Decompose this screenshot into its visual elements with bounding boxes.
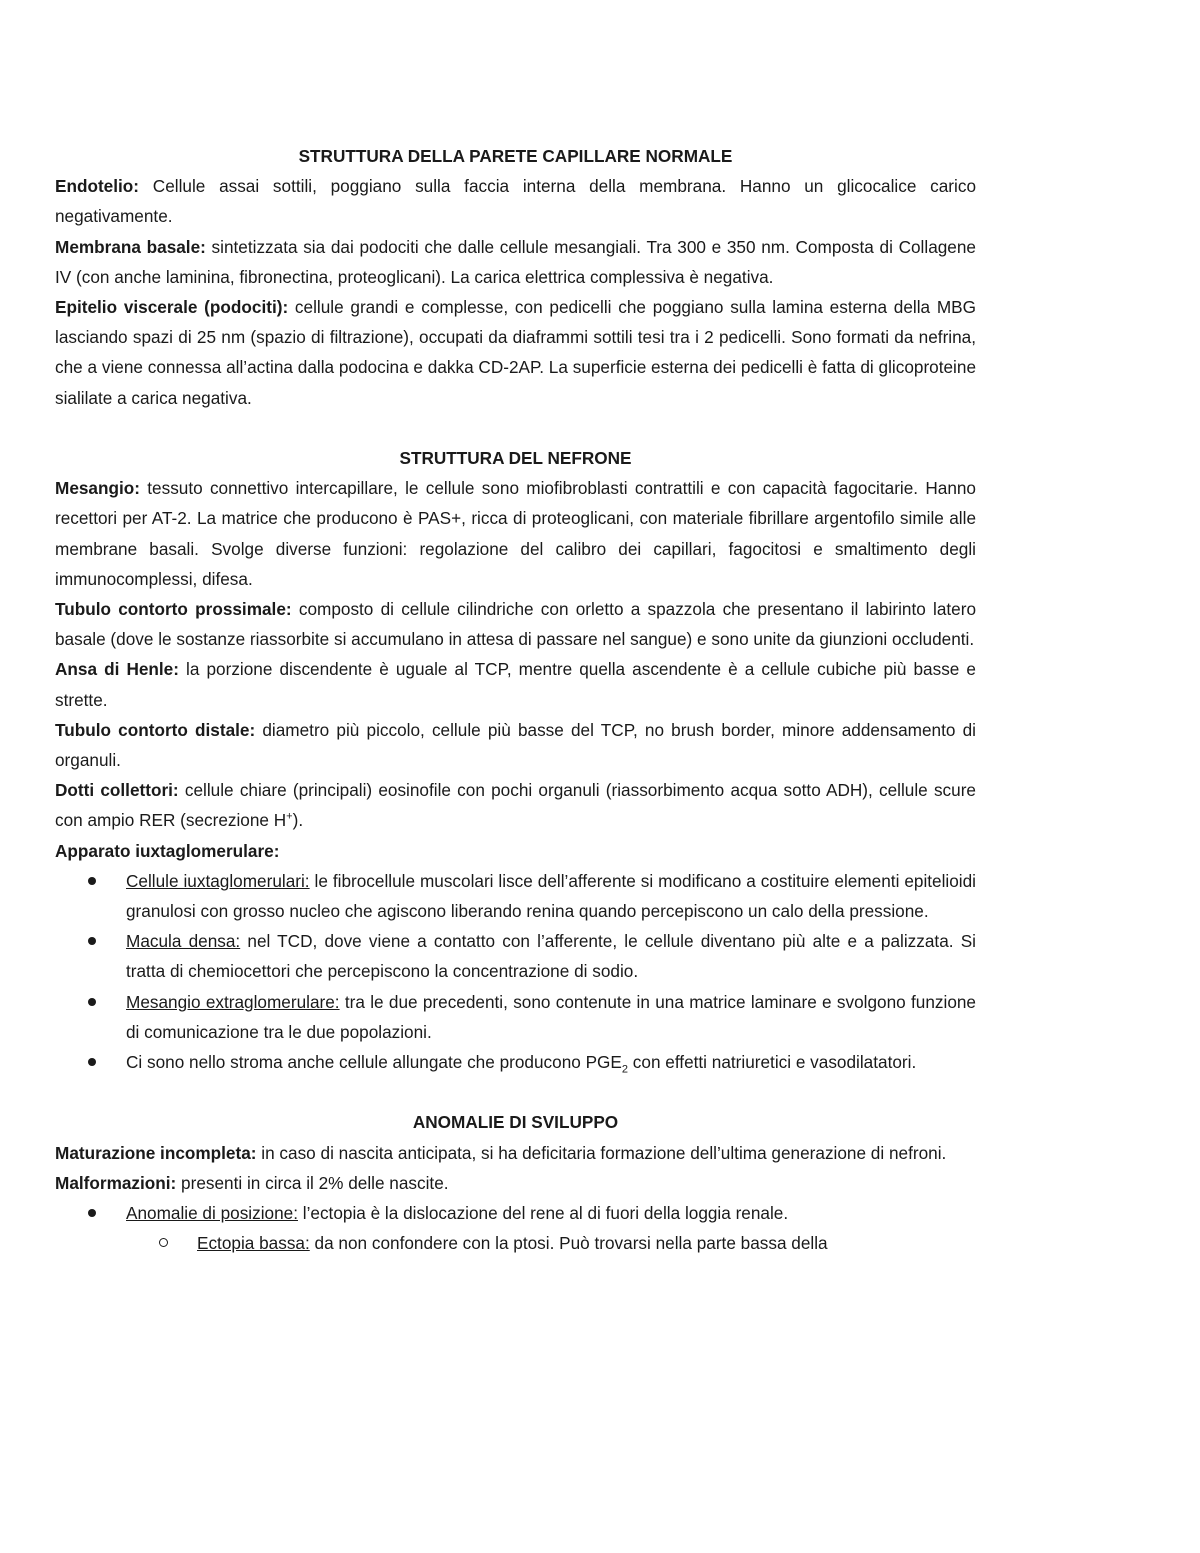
spacer xyxy=(55,413,976,443)
list-item-anomalie-posizione xyxy=(55,1198,976,1228)
paragraph-apparato-iuxtaglomerulare xyxy=(55,836,976,866)
text-dotti-collettori: cellule chiare (principali) eosinofile con pochi organuli (riassorbimento acqua sotto ADH), cellule scure con ampio RER (secrezione H xyxy=(55,780,976,831)
paragraph-maturazione xyxy=(55,1138,976,1168)
document-page xyxy=(55,141,976,1258)
spacer xyxy=(55,1077,976,1107)
text-stroma-end: con effetti natriuretici e vasodilatatori. xyxy=(628,1052,917,1073)
list-item-cellule-iuxtaglomerulari xyxy=(55,866,976,926)
text-mesangio-extraglomerulare: tra le due precedenti, sono contenute in una matrice laminare e svolgono funzione di comunicazione tra le due popolazioni. xyxy=(126,991,976,1042)
term-tubulo-prossimale: Tubulo contorto prossimale: xyxy=(55,599,292,620)
term-malformazioni: Malformazioni: xyxy=(55,1172,177,1193)
paragraph-tubulo-distale xyxy=(55,715,976,775)
term-cellule-iuxtaglomerulari: Cellule iuxtaglomerulari: xyxy=(126,870,310,891)
term-maturazione: Maturazione incompleta: xyxy=(55,1142,257,1163)
text-macula-densa: nel TCD, dove viene a contatto con l’afferente, le cellule diventano più alte e a palizzata. Si tratta di chemiocettori che percepiscono la concentrazione di sodio. xyxy=(126,931,977,982)
paragraph-malformazioni xyxy=(55,1168,976,1198)
paragraph-ansa-henle xyxy=(55,654,976,714)
section-title-nefrone: STRUTTURA DEL NEFRONE xyxy=(399,448,632,469)
term-ansa-henle: Ansa di Henle: xyxy=(55,659,179,680)
term-mesangio-extraglomerulare: Mesangio extraglomerulare: xyxy=(126,991,340,1012)
superscript-plus: + xyxy=(286,810,293,823)
paragraph-tubulo-prossimale xyxy=(55,594,976,654)
paragraph-dotti-collettori xyxy=(55,775,976,835)
text-cellule-iuxtaglomerulari: le fibrocellule muscolari lisce dell’afferente si modificano a costituire elementi epitelioidi granulosi con grosso nucleo che agiscono liberando renina quando percepiscono un calo della pressione. xyxy=(126,870,977,922)
text-dotti-collettori-end: ). xyxy=(292,810,304,831)
text-anomalie-posizione: l’ectopia è la dislocazione del rene al di fuori della loggia renale. xyxy=(297,1203,789,1224)
paragraph-mesangio xyxy=(55,473,976,594)
paragraph-epitelio-viscerale xyxy=(55,292,976,413)
term-epitelio-viscerale: Epitelio viscerale (podociti): xyxy=(55,297,289,318)
list-item-macula-densa xyxy=(55,926,976,986)
sublist-ectopia xyxy=(55,1228,976,1258)
term-membrana-basale: Membrana basale: xyxy=(55,236,206,257)
paragraph-endotelio xyxy=(55,171,976,231)
list-item-stroma xyxy=(55,1047,976,1077)
term-tubulo-distale: Tubulo contorto distale: xyxy=(55,719,256,740)
text-ansa-henle: la porzione discendente è uguale al TCP, mentre quella ascendente è a cellule cubiche più basse e strette. xyxy=(55,659,976,710)
subscript-two: 2 xyxy=(621,1063,629,1076)
term-ectopia-bassa: Ectopia bassa: xyxy=(197,1233,310,1254)
text-membrana-basale: sintetizzata sia dai podociti che dalle cellule mesangiali. Tra 300 e 350 nm. Composta di Collagene IV (con anche laminina, fibronectina, proteoglicani). La carica elettrica complessiva è negativa. xyxy=(55,236,976,287)
term-mesangio: Mesangio: xyxy=(55,478,140,499)
text-maturazione: in caso di nascita anticipata, si ha deficitaria formazione dell’ultima generazione di nefroni. xyxy=(256,1142,947,1163)
term-dotti-collettori: Dotti collettori: xyxy=(55,780,179,801)
text-malformazioni: presenti in circa il 2% delle nascite. xyxy=(176,1172,449,1193)
list-item-mesangio-extraglomerulare xyxy=(55,987,976,1047)
text-endotelio: Cellule assai sottili, poggiano sulla faccia interna della membrana. Hanno un glicocalice carico negativamente. xyxy=(55,176,976,227)
list-malformazioni xyxy=(55,1198,976,1228)
section-title-parete-capillare: STRUTTURA DELLA PARETE CAPILLARE NORMALE xyxy=(298,146,733,166)
list-iuxtaglomerulare xyxy=(55,866,976,1077)
text-epitelio-viscerale: cellule grandi e complesse, con pedicelli che poggiano sulla lamina esterna della MBG lasciando spazi di 25 nm (spazio di filtrazione), occupati da diaframmi sottili tesi tra i 2 pedicelli. Sono formati da nefrina, che a viene connessa all’actina dalla podocina e dakka CD-2AP. La superficie esterna dei pedicelli è fatta di glicoproteine sialilate a carica negativa. xyxy=(55,297,976,408)
term-macula-densa: Macula densa: xyxy=(126,931,241,952)
text-ectopia-bassa: da non confondere con la ptosi. Può trovarsi nella parte bassa della xyxy=(309,1233,828,1254)
text-mesangio: tessuto connettivo intercapillare, le cellule sono miofibroblasti contrattili e con capacità fagocitarie. Hanno recettori per AT-2. La matrice che producono è PAS+, ricca di proteoglicani, con materiale fibrillare argentofilo simile alle membrane basali. Svolge diverse funzioni: regolazione del calibro dei capillari, fagocitosi e smaltimento degli immunocomplessi, difesa. xyxy=(55,478,976,589)
text-tubulo-distale: diametro più piccolo, cellule più basse del TCP, no brush border, minore addensamento di organuli. xyxy=(55,719,976,771)
list-item-ectopia-bassa xyxy=(55,1228,976,1258)
term-apparato-iuxtaglomerulare: Apparato iuxtaglomerulare: xyxy=(55,840,280,861)
text-stroma: Ci sono nello stroma anche cellule allungate che producono PGE xyxy=(126,1052,622,1073)
text-tubulo-prossimale: composto di cellule cilindriche con orletto a spazzola che presentano il labirinto latero basale (dove le sostanze riassorbite si accumulano in attesa di passare nel sangue) e sono unite da giunzioni occludenti. xyxy=(55,599,977,650)
paragraph-membrana-basale xyxy=(55,232,976,292)
term-anomalie-posizione: Anomalie di posizione: xyxy=(126,1203,298,1224)
term-endotelio: Endotelio: xyxy=(55,176,140,197)
section-title-anomalie: ANOMALIE DI SVILUPPO xyxy=(412,1112,619,1133)
